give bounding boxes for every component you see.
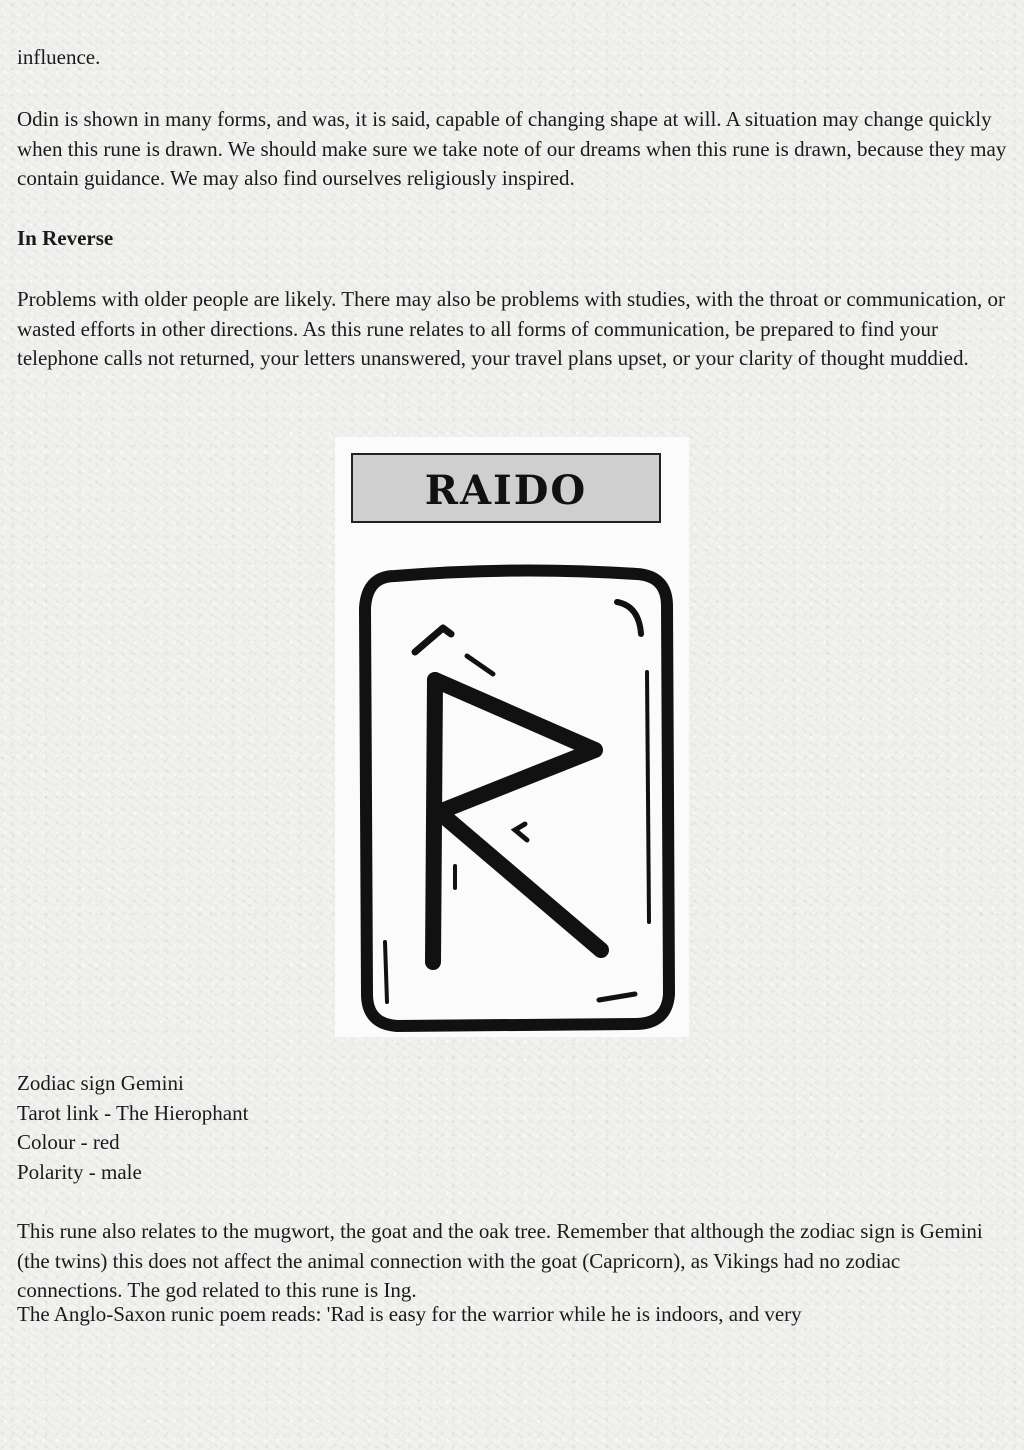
attribute-polarity: Polarity - male [17, 1159, 142, 1184]
rune-title-box [351, 453, 661, 523]
rune-illustration [335, 437, 689, 1037]
attribute-zodiac: Zodiac sign Gemini [17, 1071, 184, 1095]
raido-rune-stone-icon [355, 562, 675, 1032]
paragraph-odin: Odin is shown in many forms, and was, it is said, capable of changing shape at will. A situation may change quickly when this rune is drawn. We should make sure we take note of our dreams when this rune is drawn, because they may contain guidance. We may also find ourselves religiously inspired. [17, 107, 1007, 190]
paragraph-influence: influence. [17, 45, 101, 69]
paragraph-runic-poem: The Anglo-Saxon runic poem reads: 'Rad is easy for the warrior while he is indoors, and very [17, 1302, 802, 1326]
paragraph-mugwort: This rune also relates to the mugwort, the goat and the oak tree. Remember that although the zodiac sign is Gemini (the twins) this does not affect the animal connection with the goat (Capricorn), as Vikings had no zodiac connections. The god related to this rune is Ing. [17, 1219, 983, 1302]
attribute-colour: Colour - red [17, 1130, 120, 1154]
attribute-tarot: Tarot link - The Hierophant [17, 1100, 249, 1125]
rune-title: RAIDO [424, 466, 588, 514]
heading-in-reverse: In Reverse [17, 226, 114, 250]
paragraph-in-reverse: Problems with older people are likely. There may also be problems with studies, with the throat or communication, or wasted efforts in other directions. As this rune relates to all forms of communication, be prepared to find your telephone calls not returned, your letters unanswered, your travel plans upset, or your clarity of thought muddied. [17, 287, 1005, 370]
rune-attributes [17, 1069, 1007, 1187]
